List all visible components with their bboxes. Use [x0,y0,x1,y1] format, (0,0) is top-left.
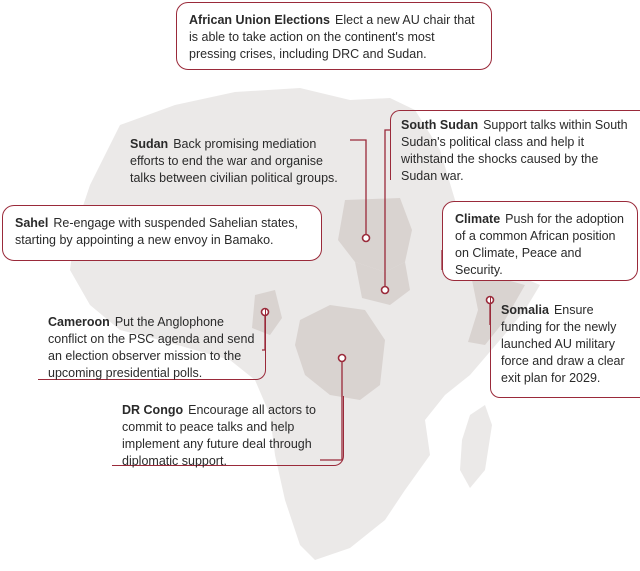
callout-au-label: African Union Elections [189,13,330,27]
callout-climate-label: Climate [455,212,501,226]
callout-sudan-label: Sudan [130,137,169,151]
marker-sudan [363,235,370,242]
callout-sudan [120,130,360,193]
callout-somalia-label: Somalia [501,303,549,317]
marker-drc [339,355,346,362]
callout-somalia [490,296,640,398]
callout-south-sudan-text: Support talks within South Sudan's political class and help it withstand the shocks caused by the Sudan war. [401,118,628,183]
callout-cameroon [38,308,266,380]
marker-south-sudan [382,287,389,294]
callout-climate-text: Push for the adoption of a common African position on Climate, Peace and Security. [455,212,624,277]
callout-cameroon-label: Cameroon [48,315,110,329]
callout-au-elections [176,2,492,70]
callout-climate [442,201,638,281]
callout-au-text: Elect a new AU chair that is able to take action on the continent's most pressing crises, including DRC and Sudan. [189,13,475,61]
callout-drc-label: DR Congo [122,403,184,417]
callout-sahel [2,205,322,261]
callout-drc [112,396,344,466]
callout-cameroon-text: Put the Anglophone conflict on the PSC agenda and send an election observer mission to the upcoming presidential polls. [48,315,255,380]
callout-somalia-text: Ensure funding for the newly launched AU military force and draw a clear exit plan for 2029. [501,303,625,385]
callout-south-sudan [390,110,640,183]
callout-sahel-label: Sahel [15,216,49,230]
callout-drc-text: Encourage all actors to commit to peace talks and help implement any future deal through diplomatic support. [122,403,316,468]
madagascar [460,405,492,488]
callout-sudan-text: Back promising mediation efforts to end the war and organise talks between civilian political groups. [130,137,338,185]
callout-sahel-text: Re-engage with suspended Sahelian states, starting by appointing a new envoy in Bamako. [15,216,298,247]
callout-south-sudan-label: South Sudan [401,118,479,132]
